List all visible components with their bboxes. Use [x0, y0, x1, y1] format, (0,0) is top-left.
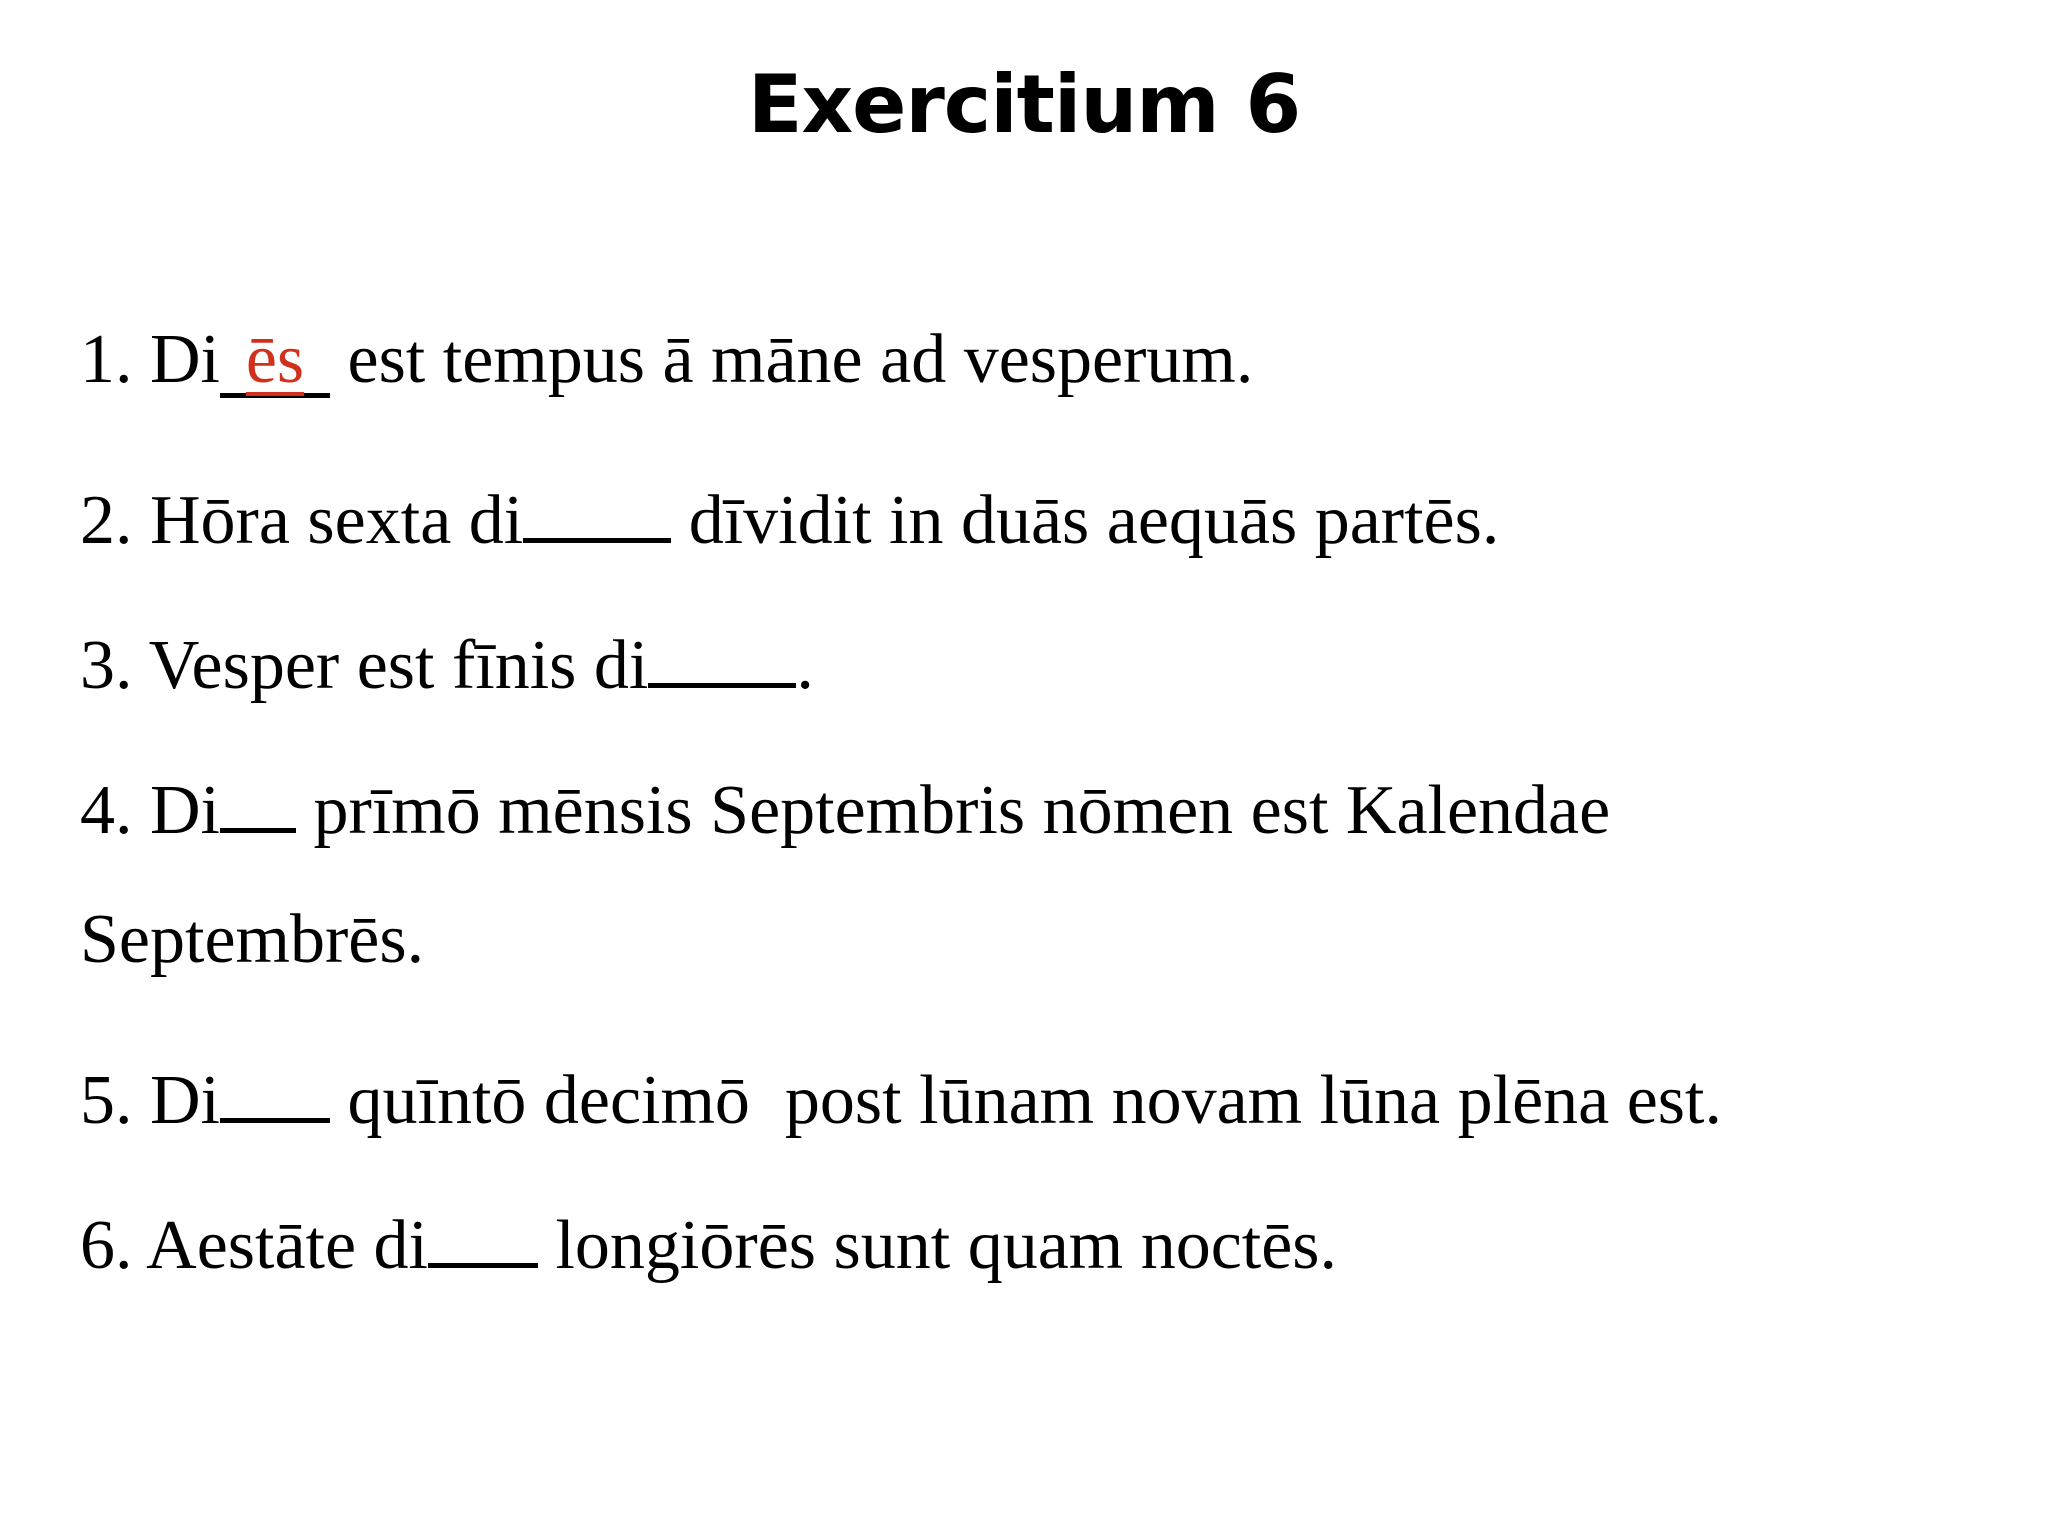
item-text-after: quīntō decimō post lūnam novam lūna plēna est.	[330, 1062, 1722, 1139]
exercise-item-5	[80, 1030, 2000, 1175]
item-text-after: longiōrēs sunt quam noctēs.	[537, 1207, 1338, 1284]
item-text-before: 5. Di	[80, 1062, 220, 1139]
slide-title: Exercitium 6	[747, 58, 1301, 151]
blank-field[interactable]	[220, 740, 296, 833]
exercise-item-4	[80, 740, 2000, 885]
item-text-before: 1. Di	[80, 321, 220, 398]
item-text-after: est tempus ā māne ad vesperum.	[330, 321, 1254, 398]
blank-field[interactable]	[648, 595, 796, 688]
exercise-item-1	[80, 305, 2000, 450]
item-text-after: .	[796, 627, 814, 704]
item-text-before: 3. Vesper est fīnis di	[80, 627, 649, 704]
filled-answer: ēs	[245, 321, 305, 398]
exercise-item-6	[80, 1175, 2000, 1320]
blank-field[interactable]	[523, 450, 671, 543]
exercise-item-2	[80, 450, 2000, 595]
blank-field[interactable]	[428, 1175, 538, 1268]
blank-field[interactable]	[220, 1030, 330, 1123]
item-text-after: prīmō mēnsis Septembris nōmen est Kalendae	[296, 772, 1611, 849]
item-text-before: 2. Hōra sexta di	[80, 482, 524, 559]
exercise-item-3	[80, 595, 2000, 740]
exercise-item-4-continuation	[80, 885, 2000, 1030]
item-text-before: 4. Di	[80, 772, 220, 849]
item-text-before: 6. Aestāte di	[80, 1207, 428, 1284]
exercise-list	[80, 305, 2000, 1320]
item-text-after: dīvidit in duās aequās partēs.	[671, 482, 1500, 559]
blank-field[interactable]	[220, 305, 330, 398]
item-text-continuation: Septembrēs.	[80, 901, 425, 978]
